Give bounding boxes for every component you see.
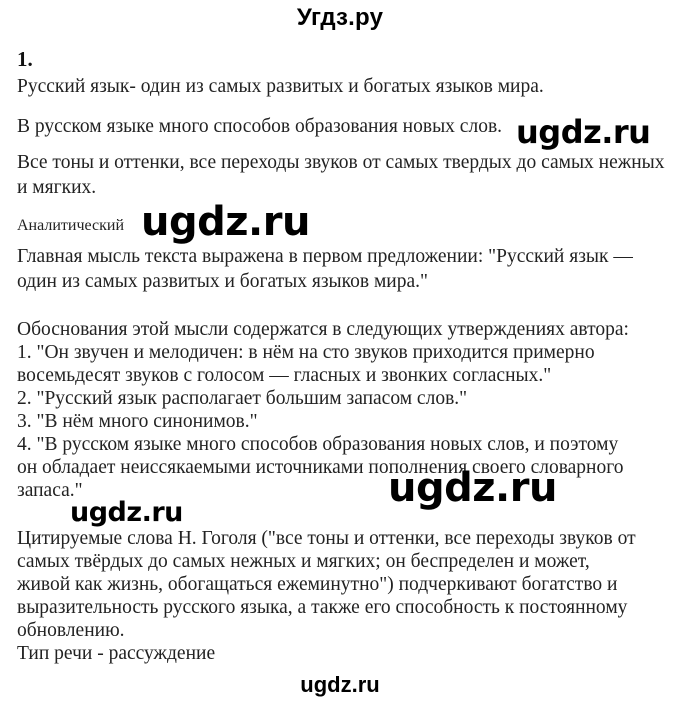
- speech-type: Тип речи - рассуждение: [17, 643, 216, 664]
- justification-3: 3. "В нём много синонимов.": [17, 411, 258, 432]
- gogol-line-4: выразительность русского языка, а также его способность к постоянному: [17, 597, 628, 618]
- answer-4: Аналитический: [17, 217, 125, 234]
- gogol-line-5: обновлению.: [17, 620, 125, 641]
- page-header-title: Угдз.ру: [296, 4, 384, 31]
- gogol-line-3: живой как жизнь, обогащаться ежеминутно") подчеркивают богатство и: [17, 574, 618, 595]
- answer-3-line-2: и мягких.: [17, 177, 97, 198]
- main-idea-line-2: один из самых развитых и богатых языков мира.": [17, 271, 428, 292]
- main-idea-line-1: Главная мысль текста выражена в первом предложении: "Русский язык —: [17, 246, 633, 267]
- watermark: ugdz.ru: [70, 497, 183, 528]
- justification-4-line-1: 4. "В русском языке много способов образования новых слов, и поэтому: [17, 434, 619, 455]
- justification-2: 2. "Русский язык располагает большим запасом слов.": [17, 388, 468, 409]
- answer-1: Русский язык- один из самых развитых и богатых языков мира.: [17, 76, 544, 97]
- answer-2: В русском языке много способов образования новых слов.: [17, 116, 503, 137]
- watermark: ugdz.ru: [388, 465, 557, 511]
- task-number: 1.: [17, 47, 33, 71]
- footer-watermark: ugdz.ru: [300, 672, 380, 697]
- watermark: ugdz.ru: [141, 199, 310, 245]
- justification-4-line-2: он обладает неиссякаемыми источниками пополнения своего словарного: [17, 457, 624, 478]
- gogol-line-1: Цитируемые слова Н. Гоголя ("все тоны и оттенки, все переходы звуков от: [17, 528, 636, 549]
- justification-intro: Обоснования этой мысли содержатся в следующих утверждениях автора:: [17, 319, 629, 340]
- justification-1-line-1: 1. "Он звучен и мелодичен: в нём на сто звуков приходится примерно: [17, 342, 595, 363]
- watermark: ugdz.ru: [516, 113, 651, 151]
- gogol-line-2: самых твёрдых до самых нежных и мягких; он беспределен и может,: [17, 551, 590, 572]
- answer-3-line-1: Все тоны и оттенки, все переходы звуков от самых твердых до самых нежных: [17, 152, 665, 173]
- justification-1-line-2: восемьдесят звуков с голосом — гласных и звонких согласных.": [17, 365, 552, 386]
- justification-4-line-3: запаса.": [17, 480, 83, 501]
